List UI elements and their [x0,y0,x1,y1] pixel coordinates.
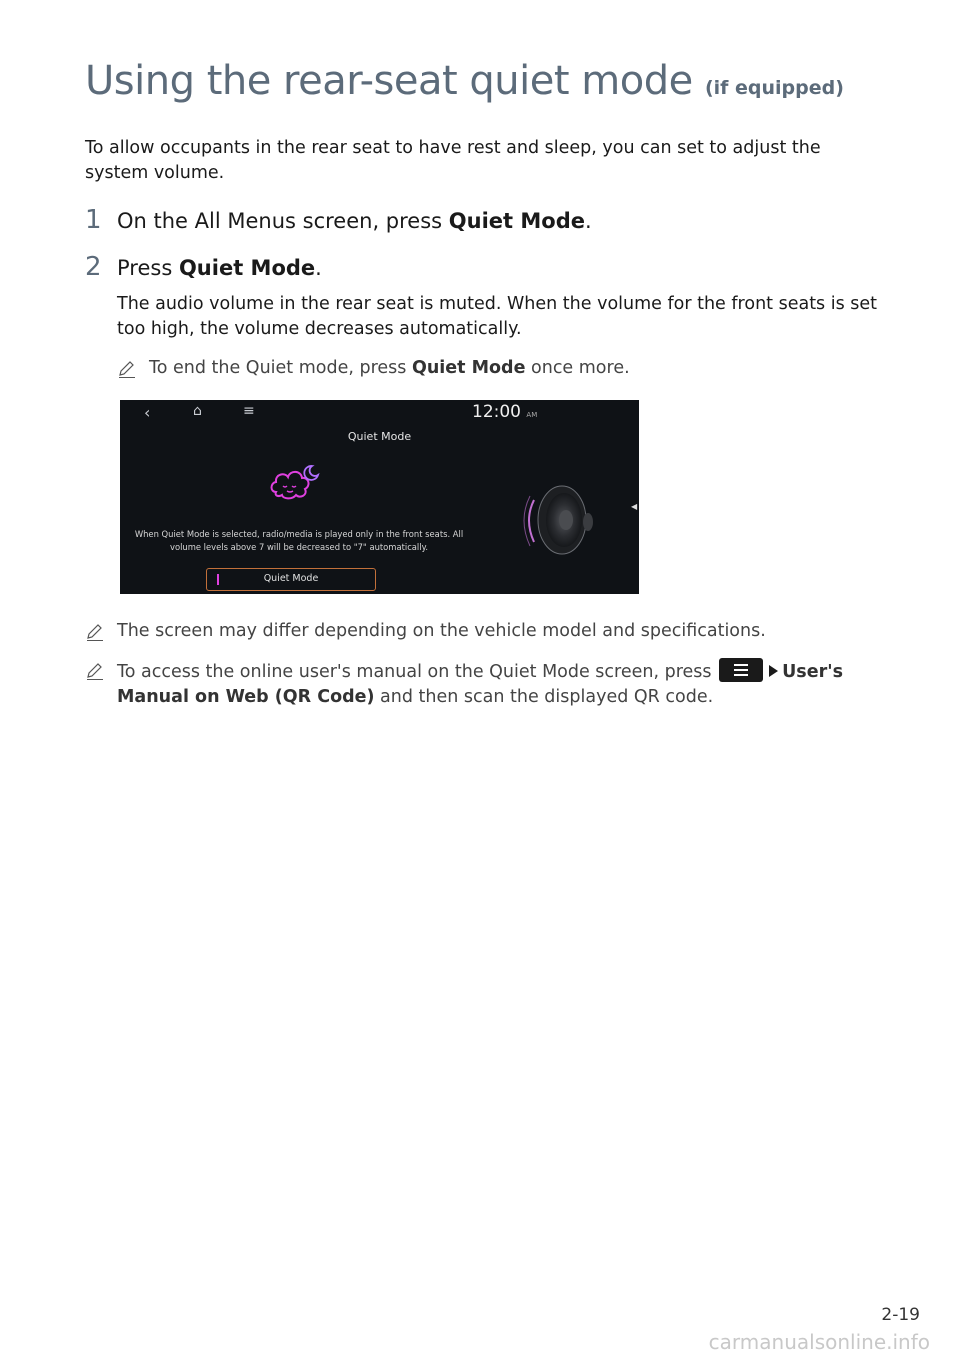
clock-ampm: AM [526,411,538,419]
sleeping-cloud-icon [268,462,320,504]
users-manual-term: User's Manual on Web (QR Code) [117,662,843,707]
screen-title: Quiet Mode [347,430,412,443]
step-2: 2 Press Quiet Mode. [85,252,322,282]
step-1: 1 On the All Menus screen, press Quiet Mode. [85,205,592,235]
title-subtitle: (if equipped) [704,77,844,99]
menu-icon[interactable]: ≡ [243,403,255,419]
clock [472,402,537,422]
panel-arrow-icon[interactable]: ◀ [631,502,638,511]
intro-paragraph: To allow occupants in the rear seat to have rest and sleep, you can set to adjust the system volume. [85,138,821,183]
quiet-mode-term: Quiet Mode [178,256,316,280]
arrow-right-icon [769,665,778,677]
step-number: 2 [85,252,102,282]
page-number: 2-19 [881,1305,920,1325]
quiet-mode-button-label: Quiet Mode [263,573,319,584]
title-text: Using the rear-seat quiet mode [85,58,693,104]
quiet-mode-button[interactable] [206,568,376,591]
note-pencil-icon [117,359,137,379]
speaker-icon [520,480,600,560]
step-number: 1 [85,205,102,235]
quiet-mode-term: Quiet Mode [448,209,585,233]
page-title [85,58,844,104]
menu-button-icon [719,658,763,682]
step-2-description: The audio volume in the rear seat is muted. When the volume for the front seats is set too high, the volume decreases automatically. [117,294,878,339]
quiet-mode-description: When Quiet Mode is selected, radio/media is played only in the front seats. All volume levels above 7 will be decreased to "7" automatically. [134,529,464,552]
note-screen-differs: The screen may differ depending on the vehicle model and specifications. [85,619,885,644]
home-icon[interactable]: ⌂ [193,403,202,419]
note-pencil-icon [85,661,105,681]
clock-time: 12:00 [472,402,521,422]
infotainment-screenshot [120,400,639,594]
note-end-quiet-mode: To end the Quiet mode, press Quiet Mode once more. [117,356,877,381]
note-online-manual: To access the online user's manual on the Quiet Mode screen, press User's Manual on Web (QR Code) and then scan the displayed QR code. [85,658,885,710]
watermark: carmanualsonline.info [708,1330,930,1354]
note-pencil-icon [85,622,105,642]
back-icon[interactable]: ‹ [144,403,151,422]
quiet-mode-term: Quiet Mode [411,358,526,378]
